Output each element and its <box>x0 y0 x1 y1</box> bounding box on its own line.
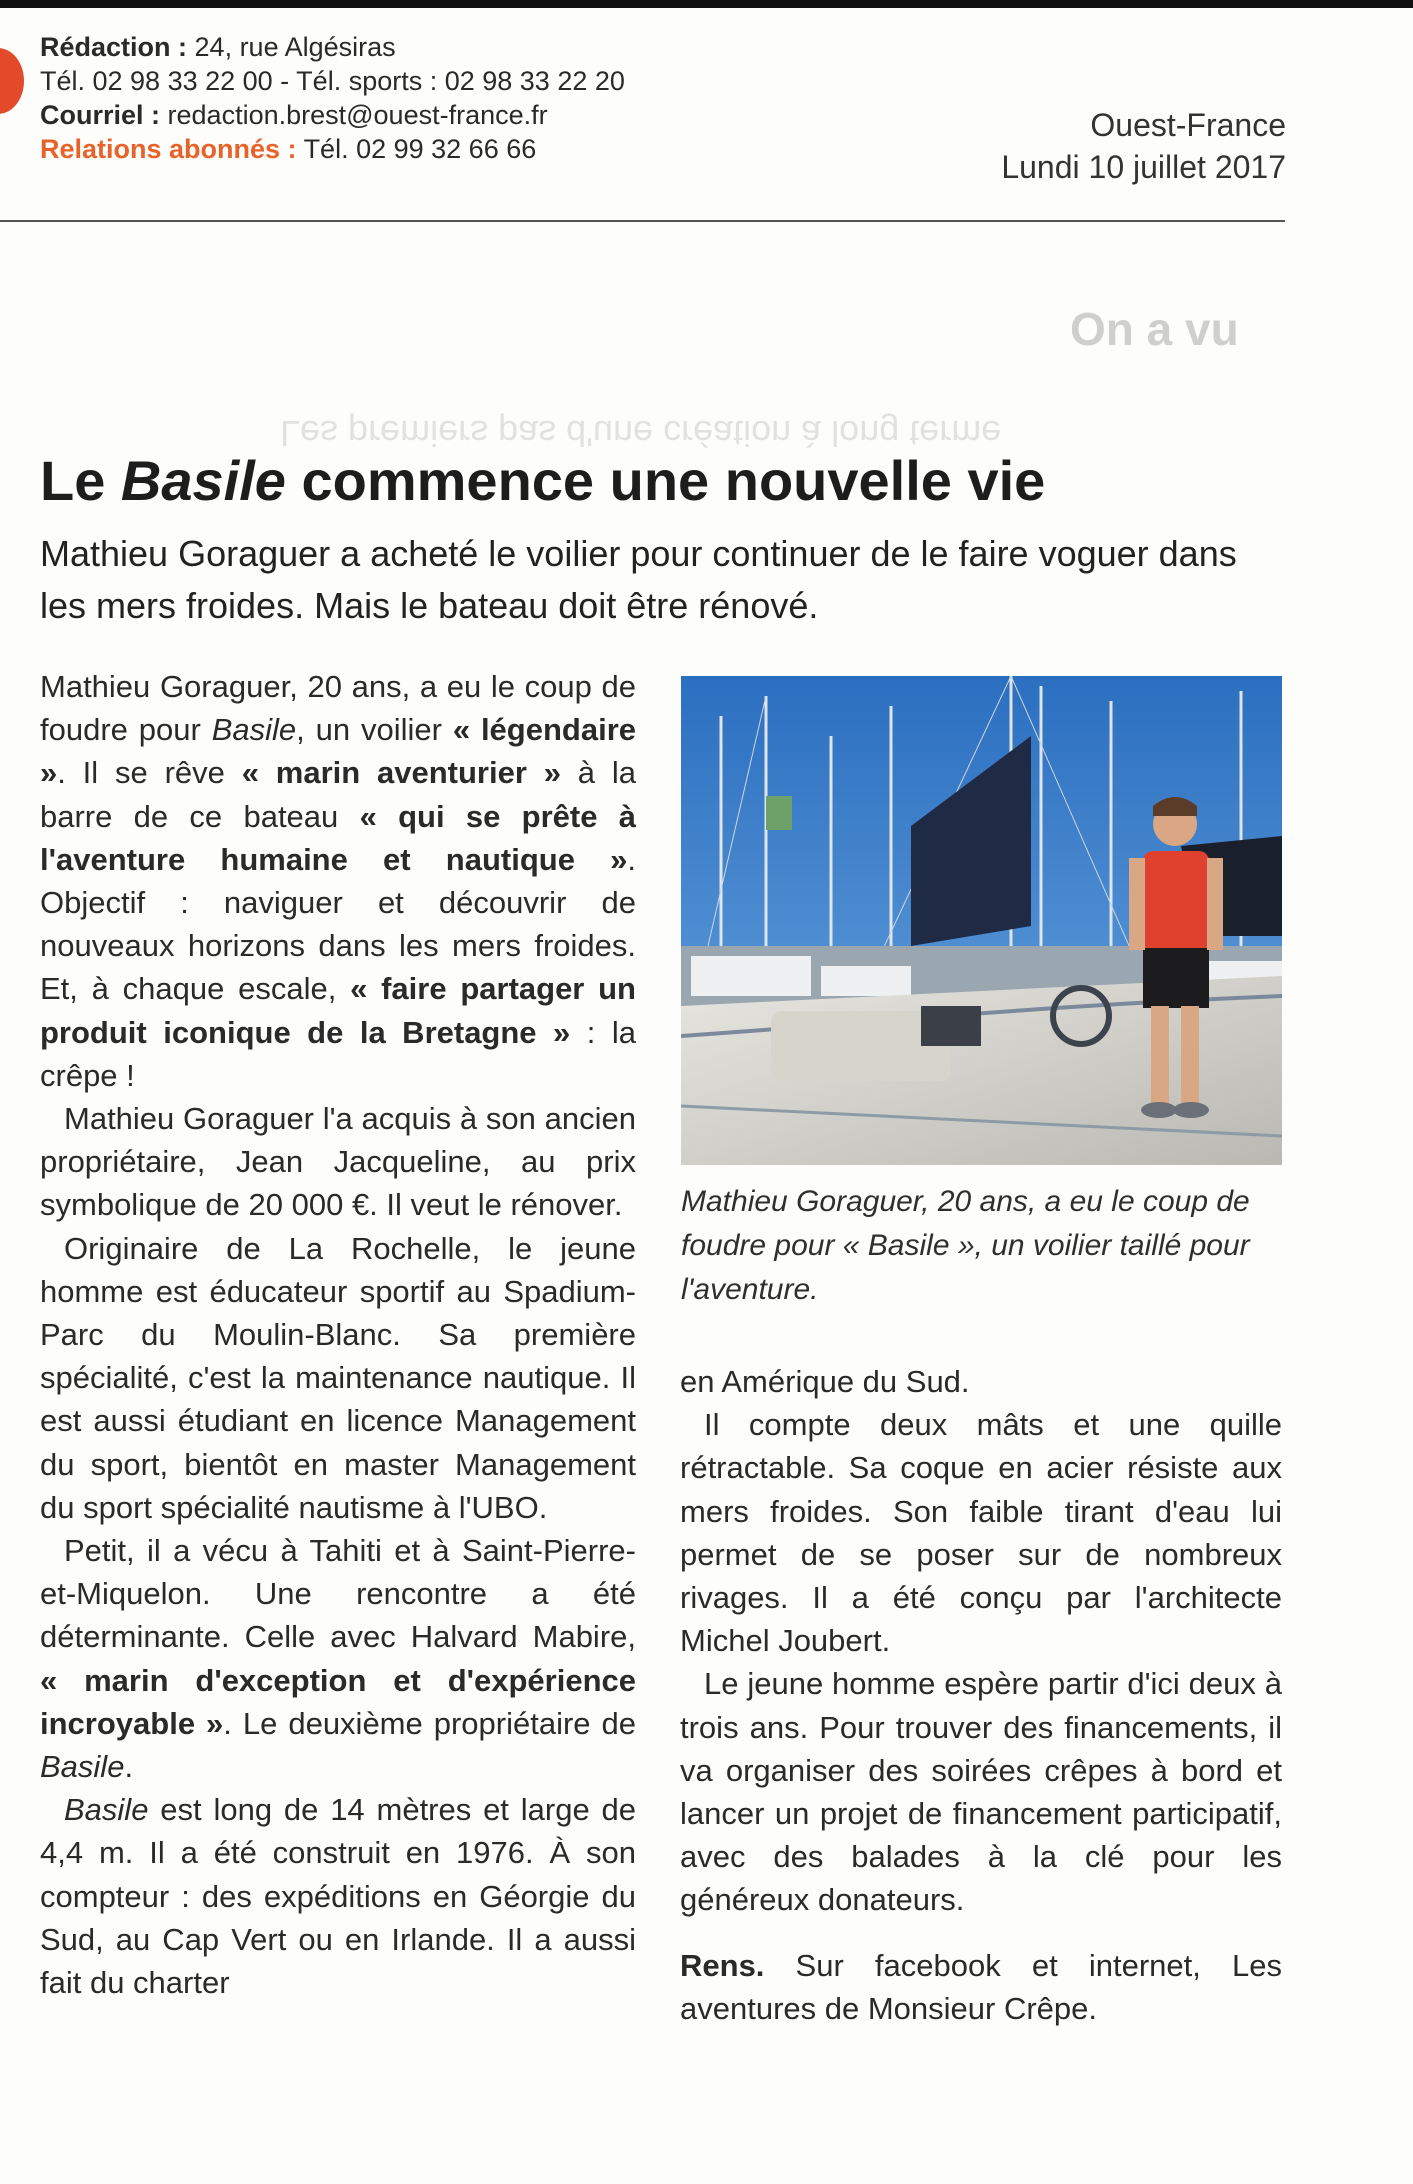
quote-bold: « légendaire » <box>40 712 637 791</box>
quote-bold: « marin aventurier » <box>241 755 561 791</box>
text-run: est long de 14 mètres et large de 4,4 m. Il a été construit en 1976. À son compteur : des expéditions en Géorgie du Sud, au Cap Vert ou en Irlande. Il a aussi fait du charter <box>40 1792 636 2001</box>
text-run-italic: Basile <box>40 1749 125 1785</box>
info-line <box>680 1944 1282 2030</box>
masthead-contact <box>40 30 625 166</box>
article-photo <box>681 676 1282 1165</box>
text-run: à la barre de ce bateau <box>40 755 636 834</box>
article-column-right <box>680 1360 1282 2030</box>
subscriber-phone: Tél. 02 99 32 66 66 <box>303 134 537 164</box>
headline-boat-name: Basile <box>120 449 286 512</box>
text-run: . Le deuxième propriétaire de <box>223 1705 636 1741</box>
paragraph-3: Originaire de La Rochelle, le jeune homme est éducateur sportif au Spadium-Parc du Moulin-Blanc. Sa première spécialité, c'est la maintenance nautique. Il est aussi étudiant en licence Management du sport, bientôt en master Management du sport spécialité nautisme à l'UBO. <box>40 1230 636 1525</box>
quote-bold: « faire partager un produit iconique de la Bretagne » <box>40 971 636 1050</box>
text-run: . <box>124 1749 134 1785</box>
scan-edge <box>0 0 1413 8</box>
paragraph-4 <box>40 1529 636 1788</box>
text-run-italic: Basile <box>64 1792 149 1828</box>
sailboat-photo-illustration <box>681 676 1282 1165</box>
email-address: redaction.brest@ouest-france.fr <box>167 100 548 130</box>
paragraph-5-continued: en Amérique du Sud. <box>680 1364 970 1399</box>
phone-line: Tél. 02 98 33 22 00 - Tél. sports : 02 98 33 22 20 <box>40 66 625 96</box>
quote-bold: « qui se prête à l'aventure humaine et nautique » <box>40 798 636 877</box>
info-text: Sur facebook et internet, Les aventures de Monsieur Crêpe. <box>680 1947 1282 2026</box>
show-through-subhead: Les premiers pas d'une création à long terme <box>280 413 1002 454</box>
section-marker <box>0 48 24 114</box>
text-run: . Objectif : naviguer et découvrir de nouveaux horizons dans les mers froides. Et, à chaque escale, <box>40 841 636 1007</box>
article-deck: Mathieu Goraguer a acheté le voilier pour continuer de le faire voguer dans les mers froides. Mais le bateau doit être rénové. <box>40 533 1237 626</box>
issue-date: Lundi 10 juillet 2017 <box>1001 149 1286 185</box>
photo-caption: Mathieu Goraguer, 20 ans, a eu le coup de foudre pour « Basile », un voilier taillé pour l'aventure. <box>681 1185 1250 1306</box>
text-run: Petit, il a vécu à Tahiti et à Saint-Pierre-et-Miquelon. Une rencontre a été déterminante. Celle avec Halvard Mabire, <box>40 1533 636 1655</box>
text-run: . Il se rêve <box>57 755 242 791</box>
show-through-heading: On a vu <box>1070 303 1239 355</box>
article-column-left <box>40 665 636 2004</box>
redaction-label: Rédaction : <box>40 32 188 62</box>
text-run-italic: Basile <box>211 712 297 748</box>
paragraph-5 <box>40 1788 636 2004</box>
quote-bold: « marin d'exception et d'expérience incroyable » <box>40 1662 636 1741</box>
header-divider <box>0 220 1285 222</box>
text-run: , un voilier <box>296 712 453 748</box>
text-run: Mathieu Goraguer, 20 ans, a eu le coup de foudre pour <box>40 669 636 748</box>
redaction-address: 24, rue Algésiras <box>194 32 396 62</box>
paragraph-1 <box>40 665 636 1097</box>
paper-identity <box>1001 104 1286 188</box>
headline-part: commence une nouvelle vie <box>285 449 1046 512</box>
paragraph-7: Le jeune homme espère partir d'ici deux à trois ans. Pour trouver des financements, il va organiser des soirées crêpes à bord et lancer un projet de financement participatif, avec des balades à la clé pour les généreux donateurs. <box>680 1666 1282 1918</box>
paragraph-2: Mathieu Goraguer l'a acquis à son ancien propriétaire, Jean Jacqueline, au prix symbolique de 20 000 €. Il veut le rénover. <box>40 1101 636 1223</box>
email-label: Courriel : <box>40 100 161 130</box>
info-label: Rens. <box>680 1947 765 1983</box>
paragraph-6: Il compte deux mâts et une quille rétractable. Sa coque en acier résiste aux mers froides. Son faible tirant d'eau lui permet de se poser sur de nombreux rivages. Il a été conçu par l'architecte Michel Joubert. <box>680 1407 1282 1659</box>
article-headline <box>40 448 1045 513</box>
text-run: : la crêpe ! <box>40 1014 636 1093</box>
headline-part: Le <box>40 449 121 512</box>
paper-name: Ouest-France <box>1090 107 1286 143</box>
subscriber-label: Relations abonnés : <box>40 134 297 164</box>
